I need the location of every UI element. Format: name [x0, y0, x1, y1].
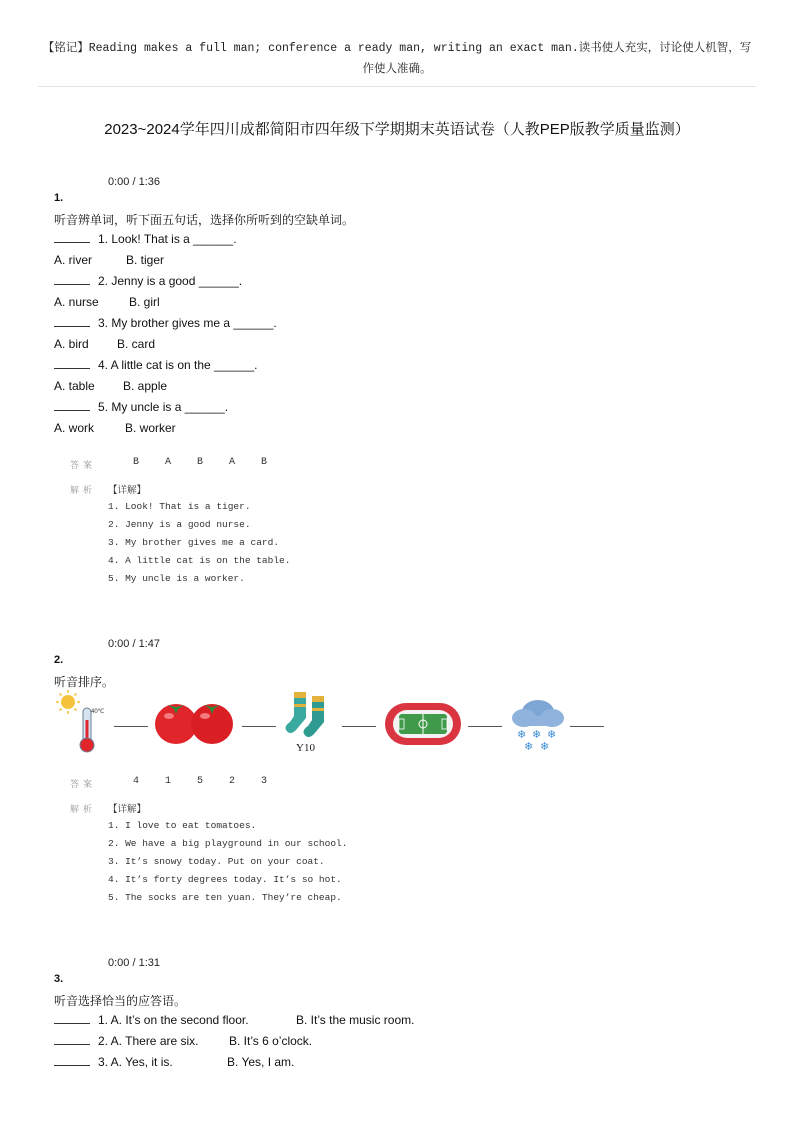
- answer-label: 答案: [70, 460, 97, 470]
- answer-blank[interactable]: [54, 1013, 90, 1024]
- option-b: B. apple: [123, 379, 168, 393]
- analysis-label: 解析: [70, 804, 97, 814]
- answer-label: 答案: [70, 779, 97, 789]
- svg-text:❄: ❄: [532, 728, 542, 741]
- detail-line: 1. Look! That is a tiger.: [108, 501, 251, 512]
- answer-blank[interactable]: [54, 1055, 90, 1066]
- question-instruction: 听音辨单词，听下面五句话，选择你所听到的空缺单词。: [54, 213, 355, 227]
- option-b: B. girl: [129, 295, 160, 309]
- audio-player-time[interactable]: 0:00 / 1:31: [108, 957, 160, 969]
- answer-blank[interactable]: [54, 358, 90, 369]
- option-row: [54, 295, 160, 309]
- question-number: 1.: [54, 192, 64, 204]
- detail-line: 2. We have a big playground in our school.: [108, 838, 348, 849]
- svg-text:❄: ❄: [517, 728, 527, 741]
- option-b: B. tiger: [126, 253, 165, 267]
- svg-text:❄: ❄: [524, 740, 534, 753]
- detail-line: 4. It’s forty degrees today. It’s so hot.: [108, 874, 342, 885]
- page-title: 2023~2024学年四川成都简阳市四年级下学期期末英语试卷（人教PEP版教学质量监测）: [104, 121, 690, 138]
- order-blank[interactable]: [114, 726, 148, 727]
- option-b: B. It’s 6 o’clock.: [229, 1034, 313, 1048]
- answer-blank[interactable]: [54, 400, 90, 411]
- question-item: [54, 232, 237, 246]
- answer-value: A: [229, 457, 236, 468]
- price-label: Y10: [296, 742, 315, 754]
- option-a: A. table: [54, 379, 95, 393]
- question-item: [54, 1013, 414, 1027]
- answer-blank[interactable]: [54, 316, 90, 327]
- option-a: A. bird: [54, 337, 89, 351]
- item-text: 5. My uncle is a ______.: [98, 400, 229, 414]
- socks-icon: [282, 690, 338, 740]
- question-item: [54, 1055, 294, 1069]
- answer-values: [133, 776, 293, 787]
- question-item: [54, 316, 277, 330]
- question-instruction: 听音排序。: [54, 675, 115, 689]
- answer-value: B: [261, 457, 268, 468]
- hot-weather-thermometer-icon: [54, 690, 104, 754]
- detail-line: 3. It’s snowy today. Put on your coat.: [108, 856, 325, 867]
- answer-value: B: [197, 457, 204, 468]
- answer-value: 3: [261, 776, 268, 787]
- detail-line: 5. The socks are ten yuan. They’re cheap.: [108, 892, 342, 903]
- option-a: 3. A. Yes, it is.: [98, 1055, 173, 1069]
- analysis-label: 解析: [70, 485, 97, 495]
- order-blank[interactable]: [468, 726, 502, 727]
- answer-value: 4: [133, 776, 140, 787]
- detail-line: 4. A little cat is on the table.: [108, 555, 291, 566]
- temperature-label: 40℃: [91, 709, 105, 715]
- audio-player-time[interactable]: 0:00 / 1:47: [108, 638, 160, 650]
- option-b: B. Yes, I am.: [227, 1055, 295, 1069]
- option-row: [54, 337, 155, 351]
- detail-title: 【详解】: [108, 485, 147, 496]
- option-a: A. work: [54, 421, 95, 435]
- order-blank[interactable]: [242, 726, 276, 727]
- item-text: 2. Jenny is a good ______.: [98, 274, 243, 288]
- detail-line: 2. Jenny is a good nurse.: [108, 519, 251, 530]
- option-row: [54, 253, 164, 267]
- tomatoes-icon: [154, 696, 236, 746]
- answer-value: B: [133, 457, 140, 468]
- question-number: 2.: [54, 654, 64, 666]
- option-a: A. nurse: [54, 295, 99, 309]
- snowy-cloud-icon: [510, 694, 566, 754]
- option-a: A. river: [54, 253, 93, 267]
- item-text: 1. Look! That is a ______.: [98, 232, 237, 246]
- detail-line: 3. My brother gives me a card.: [108, 537, 280, 548]
- answer-values: [133, 457, 293, 468]
- detail-line: 5. My uncle is a worker.: [108, 573, 245, 584]
- question-item: [54, 400, 228, 414]
- option-a: 1. A. It’s on the second floor.: [98, 1013, 249, 1027]
- option-b: B. card: [117, 337, 156, 351]
- item-text: 3. My brother gives me a ______.: [98, 316, 277, 330]
- option-row: [54, 421, 176, 435]
- answer-blank[interactable]: [54, 1034, 90, 1045]
- detail-title: 【详解】: [108, 804, 147, 815]
- answer-value: 2: [229, 776, 236, 787]
- question-item: [54, 1034, 312, 1048]
- detail-line: 1. I love to eat tomatoes.: [108, 820, 257, 831]
- playground-icon: [384, 702, 462, 746]
- answer-blank[interactable]: [54, 232, 90, 243]
- option-b: B. It’s the music room.: [296, 1013, 415, 1027]
- audio-player-time[interactable]: 0:00 / 1:36: [108, 176, 160, 188]
- motto: 【铭记】Reading makes a full man; conference a ready man, writing an exact man.读书使人充实，讨论使人机智，写作使人准确。: [42, 42, 752, 76]
- svg-text:❄: ❄: [540, 740, 550, 753]
- option-row: [54, 379, 167, 393]
- option-b: B. worker: [125, 421, 176, 435]
- question-item: [54, 274, 242, 288]
- question-instruction: 听音选择恰当的应答语。: [54, 994, 187, 1008]
- option-a: 2. A. There are six.: [98, 1034, 199, 1048]
- question-number: 3.: [54, 973, 64, 985]
- answer-blank[interactable]: [54, 274, 90, 285]
- order-blank[interactable]: [570, 726, 604, 727]
- answer-value: A: [165, 457, 172, 468]
- item-text: 4. A little cat is on the ______.: [98, 358, 258, 372]
- order-blank[interactable]: [342, 726, 376, 727]
- question-item: [54, 358, 257, 372]
- answer-value: 5: [197, 776, 204, 787]
- svg-text:❄: ❄: [547, 728, 557, 741]
- picture-row: [54, 690, 614, 760]
- answer-value: 1: [165, 776, 172, 787]
- header-divider: [38, 86, 756, 87]
